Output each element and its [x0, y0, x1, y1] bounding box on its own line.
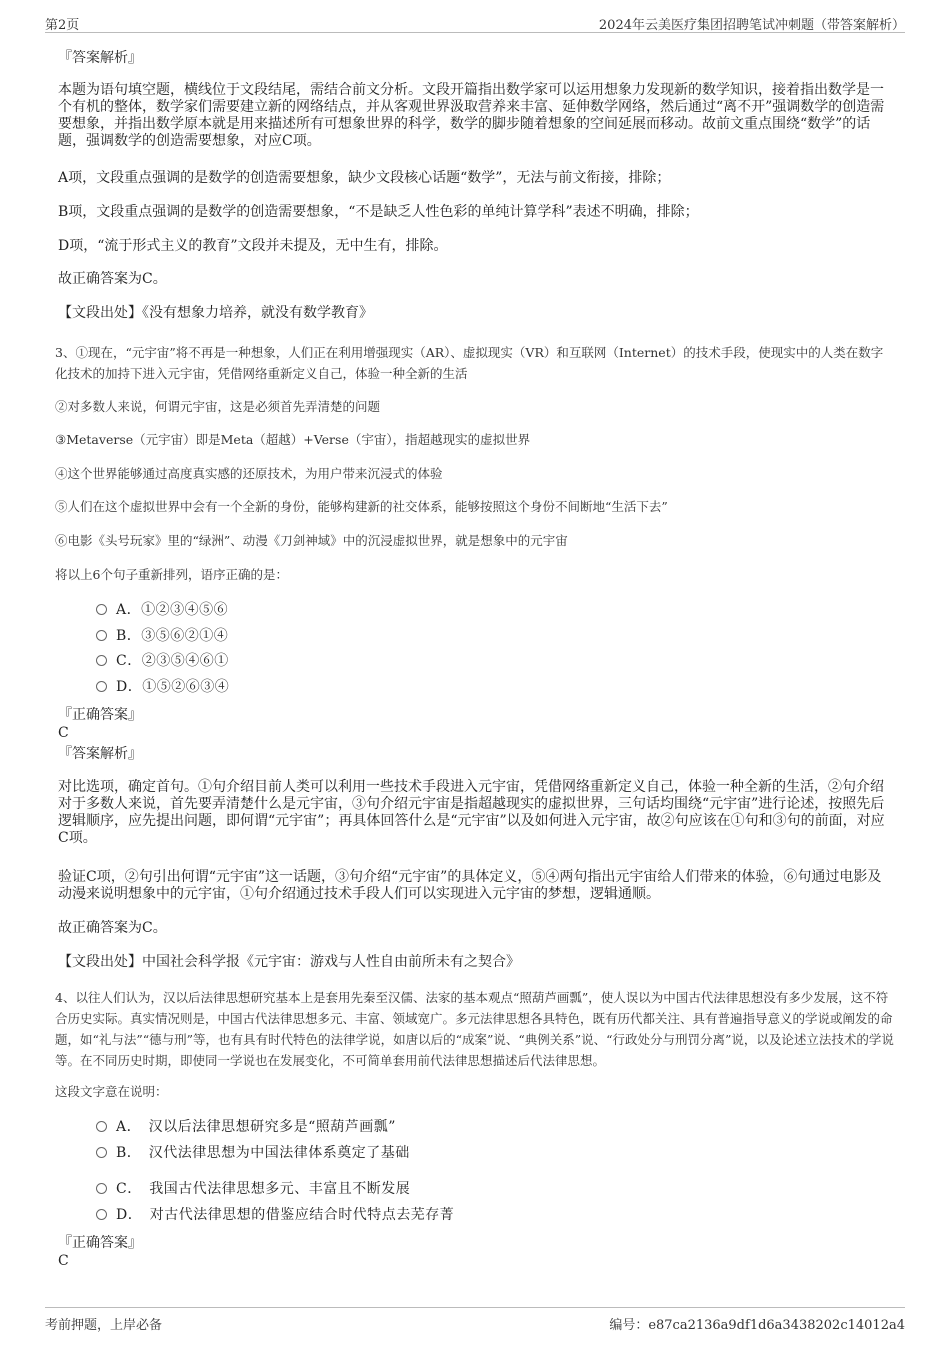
- radio-icon[interactable]: [96, 655, 107, 666]
- page-header: [45, 12, 905, 33]
- q3-sentence-1: 3、①现在，“元宇宙”将不再是一种想象，人们正在利用增强现实（AR）、虚拟现实（VR）和互联网（Internet）的技术手段，使现实中的人类在数字化技术的加持下进入元宇宙，凭借网络重新定义自己，体验一种全新的生活: [55, 345, 884, 381]
- q2-option-d-analysis: D项，“流于形式主义的教育”文段并未提及，无中生有，排除。: [58, 238, 448, 254]
- q2-analysis-label: 『答案解析』: [58, 50, 142, 66]
- q2-answer: 故正确答案为C。: [58, 271, 167, 287]
- q2-option-a-analysis: A项，文段重点强调的是数学的创造需要想象，缺少文段核心话题“数学”，无法与前文衔接，排除；: [58, 170, 671, 186]
- q3-option-c[interactable]: C．②③⑤④⑥①: [96, 652, 229, 670]
- q3-sentence-3: ③Metaverse（元宇宙）即是Meta（超越）+Verse（宇宙），指超越现实的虚拟世界: [55, 432, 531, 447]
- radio-icon[interactable]: [96, 604, 107, 615]
- footer-doc-id: 编号：e87ca2136a9df1d6a3438202c14012a4: [609, 1318, 905, 1333]
- page-footer: [45, 1307, 905, 1333]
- q4-passage: 4、以往人们认为，汉以后法律思想研究基本上是套用先秦至汉儒、法家的基本观点“照葫芦画瓢”，使人误以为中国古代法律思想没有多少发展，这不符合历史实际。真实情况则是，中国古代法律思想多元、丰富、领域宽广。多元法律思想各具特色，既有历代都关注、具有普遍指导意义的学说或阐发的命题，如“礼与法”“德与刑”等，也有具有时代特色的法律学说，如唐以后的“成案”说、“典例关系”说、“行政处分与刑罚分离”说，以及论述立法技术的学说等。在不同历史时期，即使同一学说也在发展变化，不可简单套用前代法律思想描述后代法律思想。: [55, 990, 894, 1068]
- q3-answer: 故正确答案为C。: [58, 920, 167, 936]
- radio-icon[interactable]: [96, 681, 107, 692]
- radio-icon[interactable]: [96, 1209, 107, 1220]
- radio-icon[interactable]: [96, 630, 107, 641]
- q3-option-b[interactable]: B．③⑤⑥②①④: [96, 627, 228, 645]
- document-title: 2024年云美医疗集团招聘笔试冲刺题（带答案解析）: [598, 18, 905, 33]
- q4-stem: 这段文字意在说明：: [55, 1084, 168, 1099]
- q3-source: 【文段出处】中国社会科学报《元宇宙：游戏与人性自由前所未有之契合》: [58, 954, 520, 970]
- q4-option-b[interactable]: B． 汉代法律思想为中国法律体系奠定了基础: [96, 1144, 410, 1162]
- q3-correct-label: 『正确答案』: [58, 707, 142, 723]
- page-number: 第2页: [45, 18, 80, 33]
- q4-correct-label: 『正确答案』: [58, 1235, 142, 1251]
- q2-option-b-analysis: B项，文段重点强调的是数学的创造需要想象，“不是缺乏人性色彩的单纯计算学科”表述不明确，排除；: [58, 204, 699, 220]
- q2-source: 【文段出处】《没有想象力培养，就没有数学教育》: [58, 305, 373, 321]
- q3-stem: 将以上6个句子重新排列，语序正确的是：: [55, 567, 288, 582]
- q3-correct-answer: C: [58, 725, 69, 741]
- q4-option-d[interactable]: D． 对古代法律思想的借鉴应结合时代特点去芜存菁: [96, 1206, 454, 1224]
- footer-slogan: 考前押题，上岸必备: [45, 1318, 163, 1333]
- q3-sentence-5: ⑤人们在这个虚拟世界中会有一个全新的身份，能够构建新的社交体系，能够按照这个身份不间断地“生活下去”: [55, 499, 668, 514]
- q3-sentence-4: ④这个世界能够通过高度真实感的还原技术，为用户带来沉浸式的体验: [55, 466, 443, 481]
- q3-analysis-label: 『答案解析』: [58, 746, 142, 762]
- q4-option-c[interactable]: C． 我国古代法律思想多元、丰富且不断发展: [96, 1180, 410, 1198]
- q3-option-d[interactable]: D．①⑤②⑥③④: [96, 678, 229, 696]
- q2-analysis-paragraph: 本题为语句填空题，横线位于文段结尾，需结合前文分析。文段开篇指出数学家可以运用想象力发现新的数学知识，接着指出数学是一个有机的整体，数学家们需要建立新的网络结点，并从客观世界汲取营养来丰富、延伸数学网络，然后通过“离不开”强调数学的创造需要想象，并指出数学原本就是用来描述所有可想象世界的科学，数学的脚步随着想象的空间延展而移动。故前文重点围绕“数学”的话题，强调数学的创造需要想象，对应C项。: [58, 82, 885, 149]
- q4-correct-answer: C: [58, 1253, 69, 1269]
- radio-icon[interactable]: [96, 1121, 107, 1132]
- radio-icon[interactable]: [96, 1183, 107, 1194]
- q3-option-a[interactable]: A．①②③④⑤⑥: [96, 601, 228, 619]
- q3-analysis-paragraph-2: 验证C项，②句引出何谓“元宇宙”这一话题，③句介绍“元宇宙”的具体定义，⑤④两句指出元宇宙给人们带来的体验，⑥句通过电影及动漫来说明想象中的元宇宙，①句介绍通过技术手段人们可以实现进入元宇宙的梦想，逻辑通顺。: [58, 869, 882, 902]
- q3-sentence-6: ⑥电影《头号玩家》里的“绿洲”、动漫《刀剑神域》中的沉浸虚拟世界，就是想象中的元宇宙: [55, 533, 568, 548]
- q4-option-a[interactable]: A． 汉以后法律思想研究多是“照葫芦画瓢”: [96, 1118, 396, 1136]
- radio-icon[interactable]: [96, 1147, 107, 1158]
- q3-sentence-2: ②对多数人来说，何谓元宇宙，这是必须首先弄清楚的问题: [55, 399, 381, 414]
- q3-analysis-paragraph-1: 对比选项，确定首句。①句介绍目前人类可以利用一些技术手段进入元宇宙，凭借网络重新定义自己，体验一种全新的生活，②句介绍对于多数人来说，首先要弄清楚什么是元宇宙，③句介绍元宇宙是指超越现实的虚拟世界，三句话均围绕“元宇宙”进行论述，按照先后逻辑顺序，应先提出问题，即何谓“元宇宙”；再具体回答什么是“元宇宙”以及如何进入元宇宙，故②句应该在①句和③句的前面，对应C项。: [58, 779, 885, 846]
